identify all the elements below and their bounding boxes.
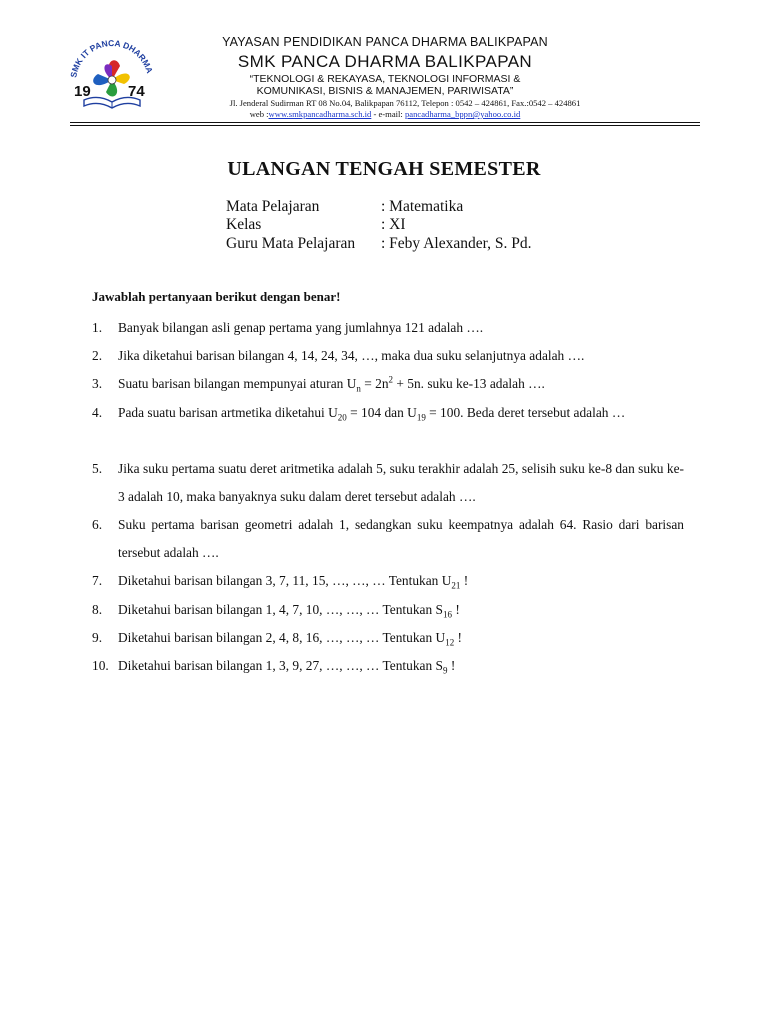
question-text: Suatu barisan bilangan mempunyai aturan $U_n = 2n^2 + 5n$. suku ke-13 adalah ….: [118, 374, 545, 394]
question-number: 5.: [92, 461, 103, 476]
question-number: 9.: [92, 630, 103, 645]
question-number: 6.: [92, 517, 103, 532]
question-text: Pada suatu barisan artmetika diketahui $U_{20} = 104$ dan $U_{19} = 100$. Beda deret tersebut adalah …: [118, 405, 626, 423]
meta-value: : XI: [381, 216, 406, 233]
email-link[interactable]: pancadharma_bppn@yahoo.co.id: [404, 109, 521, 119]
question-text: Diketahui barisan bilangan 2, 4, 8, 16, …, …, … Tentukan $U_{12}$ !: [118, 630, 463, 648]
meta-value: : Feby Alexander, S. Pd.: [381, 235, 532, 252]
question-text: Diketahui barisan bilangan 1, 4, 7, 10, …, …, … Tentukan $S_{16}$ !: [118, 602, 460, 620]
logo-flower-icon: [93, 60, 130, 96]
question-text: Banyak bilangan asli genap pertama yang jumlahnya 121 adalah ….: [118, 320, 484, 335]
meta-label: Kelas: [226, 216, 262, 233]
question-text: Jika diketahui barisan bilangan 4, 14, 24, 34, …, maka dua suku selanjutnya adalah ….: [118, 348, 585, 363]
meta-label: Guru Mata Pelajaran: [226, 235, 356, 252]
question-text: Jika suku pertama suatu deret aritmetika adalah 5, suku terakhir adalah 25, selisih suku ke-8 dan suku ke-3 adalah 10, maka banyaknya suku dalam deret tersebut adalah ….: [118, 461, 684, 504]
exam-title: ULANGAN TENGAH SEMESTER: [227, 158, 541, 180]
question-number: 4.: [92, 405, 103, 420]
school-address: Jl. Jenderal Sudirman RT 08 No.04, Balikpapan 76112, Telepon : 0542 – 424861, Fax.:0542 – 424861: [229, 98, 581, 108]
question-number: 10.: [92, 658, 109, 673]
question-text: Suku pertama barisan geometri adalah 1, sedangkan suku keempatnya adalah 64. Rasio dari barisan tersebut adalah ….: [118, 517, 684, 560]
question-number: 1.: [92, 320, 103, 335]
website-link[interactable]: www.smkpancadharma.sch.id: [268, 109, 372, 119]
question-number: 8.: [92, 602, 103, 617]
web-label: web :: [249, 109, 269, 119]
question-text: Diketahui barisan bilangan 1, 3, 9, 27, …, …, … Tentukan $S_9$ !: [118, 658, 456, 676]
question-number: 7.: [92, 573, 103, 588]
logo-arc-text: SMK IT PANCA DHARMA: [68, 37, 155, 79]
logo-year-left: 19: [74, 83, 91, 100]
question-number: 2.: [92, 348, 103, 363]
question-number: 3.: [92, 376, 103, 391]
letterhead-rule-thick: [70, 122, 700, 123]
question-text: Diketahui barisan bilangan 3, 7, 11, 15, …, …, … Tentukan $U_{21}$ !: [118, 573, 469, 591]
letterhead-rule-thin: [70, 125, 700, 126]
motto-line-1: “TEKNOLOGI & REKAYASA, TEKNOLOGI INFORMASI &: [249, 73, 521, 85]
logo-year-right: 74: [128, 83, 145, 100]
meta-value: : Matematika: [381, 198, 464, 215]
school-name: SMK PANCA DHARMA BALIKPAPAN: [237, 52, 533, 71]
email-label: - e-mail:: [371, 109, 405, 119]
instruction: Jawablah pertanyaan berikut dengan benar!: [92, 289, 341, 304]
motto-line-2: KOMUNIKASI, BISNIS & MANAJEMEN, PARIWISATA”: [256, 85, 514, 97]
foundation-name: YAYASAN PENDIDIKAN PANCA DHARMA BALIKPAPAN: [222, 35, 548, 49]
meta-label: Mata Pelajaran: [226, 198, 320, 215]
contact-line: [150, 109, 620, 119]
